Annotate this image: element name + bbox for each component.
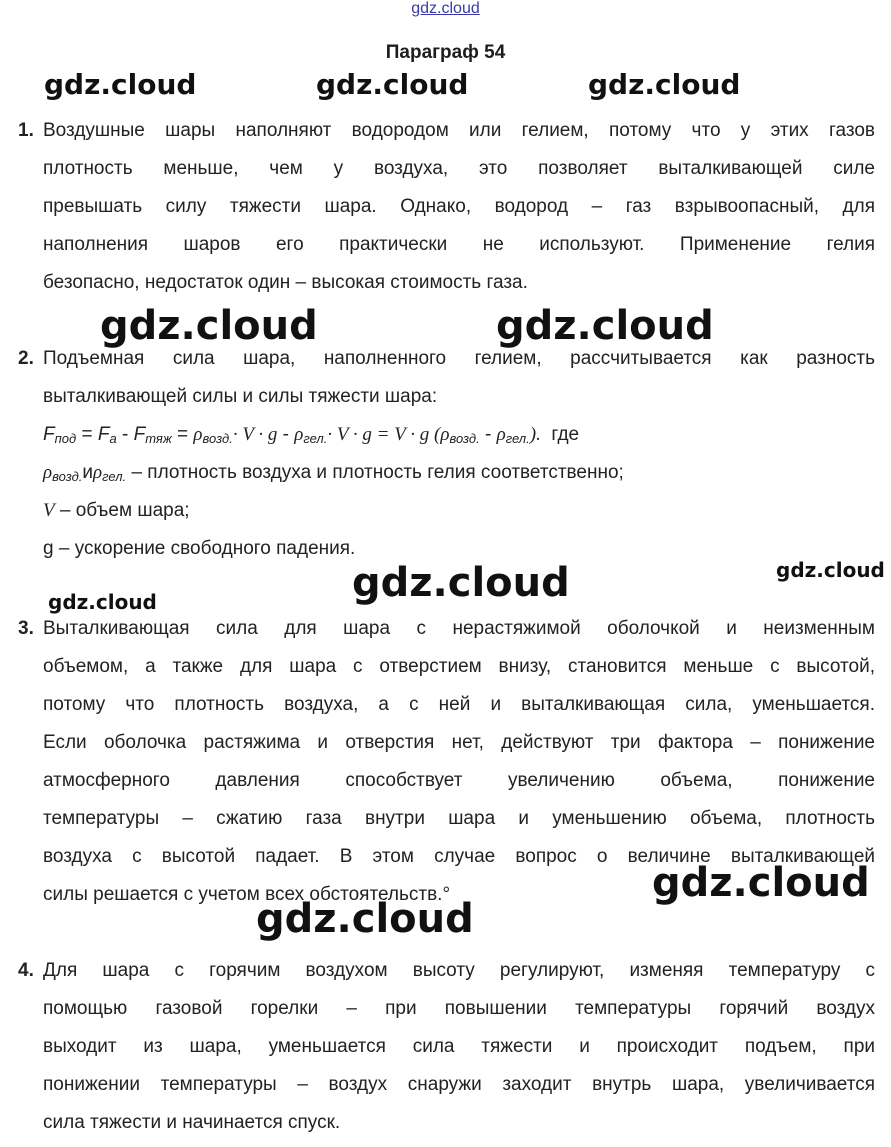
text-line: наполнения шаров его практически не используют. Применение гелия <box>43 234 875 255</box>
paragraph-1 <box>43 112 875 302</box>
gravity-definition: g – ускорение свободного падения. <box>43 538 356 559</box>
text-line: помощью газовой горелки – при повышении температуры горячий воздух <box>43 998 875 1019</box>
item-number: 3. <box>18 618 34 639</box>
watermark: gdz.cloud <box>44 68 197 101</box>
text-line: воздуха с высотой падает. В этом случае вопрос о величине выталкивающей <box>43 846 875 867</box>
watermark: gdz.cloud <box>256 896 474 942</box>
text-line: понижении температуры – воздух снаружи заходит внутрь шара, увеличивается <box>43 1074 875 1095</box>
paragraph-3 <box>43 610 875 914</box>
item-number: 1. <box>18 120 34 141</box>
paragraph-4 <box>43 952 875 1142</box>
watermark: gdz.cloud <box>496 303 714 349</box>
text-line: атмосферного давления способствует увеличению объема, понижение <box>43 770 875 791</box>
watermark: gdz.cloud <box>588 68 741 101</box>
text-line: Для шара с горячим воздухом высоту регулируют, изменяя температуру с <box>43 960 875 981</box>
watermark: gdz.cloud <box>352 560 570 606</box>
text-line: плотность меньше, чем у воздуха, это позволяет выталкивающей силе <box>43 158 875 179</box>
paragraph-2 <box>43 340 875 416</box>
text-line: Выталкивающая сила для шара с нерастяжимой оболочкой и неизменным <box>43 618 875 639</box>
text-line: температуры – сжатию газа внутри шара и уменьшению объема, плотность <box>43 808 875 829</box>
text-line: потому что плотность воздуха, а с ней и выталкивающая сила, уменьшается. <box>43 694 875 715</box>
text-line: безопасно, недостаток один – высокая стоимость газа. <box>43 272 528 293</box>
text-line: сила тяжести и начинается спуск. <box>43 1112 341 1133</box>
lift-force-formula: $F_{под} = F_a - F_{тяж} = \rho_{возд.}\cdot V \cdot g - \rho_{гел.}\cdot V \cdot g = V \cdot g$ $(\rho_{возд.} - \rho_{гел.})$. где <box>43 424 580 446</box>
text-line: силы решается с учетом всех обстоятельств.° <box>43 884 451 905</box>
item-number: 4. <box>18 960 34 981</box>
watermark: gdz.cloud <box>776 558 885 582</box>
text-line: выталкивающей силы и силы тяжести шара: <box>43 386 438 407</box>
watermark: gdz.cloud <box>100 303 318 349</box>
text-line: Подъемная сила шара, наполненного гелием, рассчитывается как разность <box>43 348 875 369</box>
watermark: gdz.cloud <box>48 590 157 614</box>
density-definition: $\rho_{возд.}и\rho_{гел.}$ – плотность воздуха и плотность гелия соответственно; <box>43 462 624 484</box>
text-line: объемом, а также для шара с отверстием внизу, становится меньше с высотой, <box>43 656 875 677</box>
text-line: превышать силу тяжести шара. Однако, водород – газ взрывоопасный, для <box>43 196 875 217</box>
site-link[interactable]: gdz.cloud <box>411 0 480 17</box>
item-number: 2. <box>18 348 34 369</box>
volume-definition: V – объем шара; <box>43 500 190 521</box>
text-line: Если оболочка растяжима и отверстия нет, действуют три фактора – понижение <box>43 732 875 753</box>
watermark: gdz.cloud <box>316 68 469 101</box>
page-title: Параграф 54 <box>385 42 506 63</box>
text-line: выходит из шара, уменьшается сила тяжести и происходит подъем, при <box>43 1036 875 1057</box>
text-line: Воздушные шары наполняют водородом или гелием, потому что у этих газов <box>43 120 875 141</box>
watermark: gdz.cloud <box>652 860 870 906</box>
